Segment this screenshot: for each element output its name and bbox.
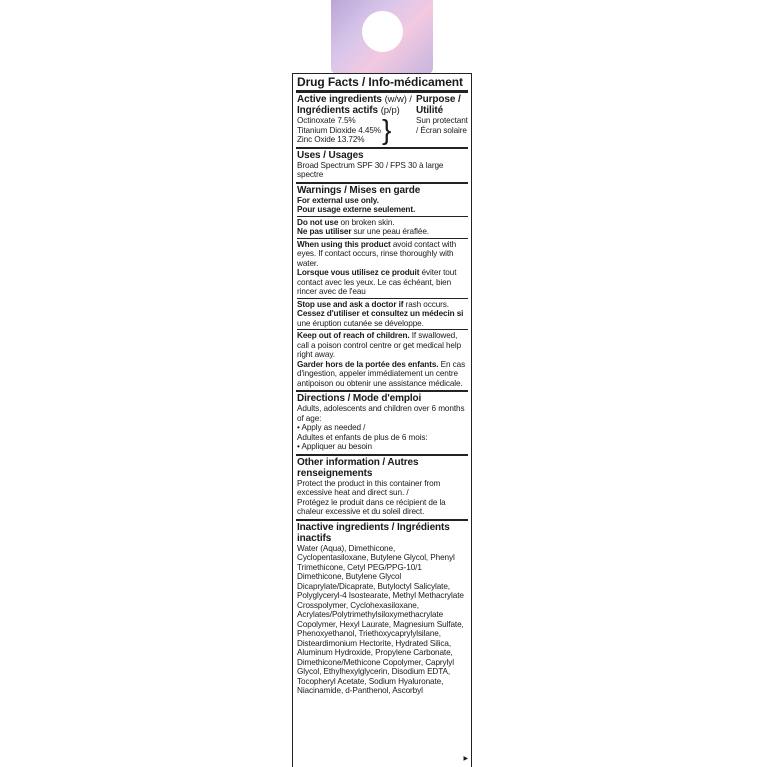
purpose-column — [414, 94, 468, 145]
keep-fr-text: En cas d'ingestion, appeler immédiatement un centre antipoison ou obtenir une assistance médicale. — [297, 359, 466, 388]
active-ingredients-column — [297, 94, 414, 145]
ingredient-zinc-oxide: Zinc Oxide 13.72% — [297, 135, 365, 144]
keep-fr-bold: Garder hors de la portée des enfants. — [297, 359, 439, 369]
donot-en-bold: Do not use — [297, 217, 339, 227]
uses-heading: Uses / Usages — [297, 149, 364, 161]
ingredient-titanium-dioxide: Titanium Dioxide 4.45% — [297, 125, 381, 135]
do-not-use-block — [297, 216, 468, 237]
other-information-section — [296, 456, 468, 521]
active-ingredients-heading — [297, 94, 414, 116]
inactive-ingredients-section — [296, 521, 468, 696]
stop-fr-bold: Cessez d'utiliser et consultez un médecin si — [297, 309, 464, 318]
directions-section — [296, 392, 468, 456]
active-heading-fr: Ingrédients actifs — [297, 105, 378, 116]
warnings-section — [296, 184, 468, 393]
directions-line: • Appliquer au besoin — [297, 442, 372, 451]
active-heading-en: Active ingredients — [297, 94, 382, 105]
other-information-heading: Other information / Autres renseignements — [297, 456, 419, 479]
drug-facts-panel — [292, 73, 472, 767]
external-use-en: For external use only. — [297, 195, 379, 205]
purpose-text: Sun protectant / Écran solaire — [416, 116, 468, 135]
donot-fr-text: sur une peau éraflée. — [351, 227, 429, 236]
warnings-heading: Warnings / Mises en garde — [297, 184, 421, 196]
when-en-bold: When using this product — [297, 239, 391, 249]
stop-en-bold: Stop use and ask a doctor if — [297, 299, 404, 309]
other-information-fr: Protégez le produit dans ce récipient de la chaleur excessive et du soleil direct. — [297, 497, 446, 516]
directions-line: Adultes et enfants de plus de 6 mois: — [297, 432, 428, 442]
active-ingredients-row — [297, 94, 468, 145]
purpose-heading: Purpose / Utilité — [416, 94, 461, 116]
external-use-fr: Pour usage externe seulement. — [297, 205, 416, 214]
active-ingredient-list — [297, 116, 414, 145]
brace-glyph: } — [381, 114, 392, 146]
keep-out-block — [297, 329, 468, 388]
uses-section — [296, 149, 468, 184]
inactive-ingredients-heading: Inactive ingredients / Ingrédients inactifs — [297, 521, 450, 544]
when-fr-bold: Lorsque vous utilisez ce produit — [297, 268, 420, 277]
directions-line: • Apply as needed / — [297, 423, 366, 432]
active-ingredients-section — [296, 93, 468, 149]
donot-en-text: on broken skin. — [338, 217, 395, 227]
when-en-text: avoid contact with eyes. If contact occurs, rinse thoroughly with water. — [297, 239, 457, 268]
other-information-en: Protect the product in this container from excessive heat and direct sun. / — [297, 478, 441, 497]
ingredient-octinoxate: Octinoxate 7.5% — [297, 116, 356, 125]
active-heading-pp: (p/p) — [380, 105, 400, 116]
directions-heading: Directions / Mode d'emploi — [297, 393, 422, 404]
keep-en-text: If swallowed, call a poison control centre or get medical help right away. — [297, 331, 462, 359]
stop-fr-text: une éruption cutanée se développe. — [297, 318, 424, 328]
continue-arrow-icon: ▶ — [463, 755, 468, 762]
inactive-ingredients-text: Water (Aqua), Dimethicone, Cyclopentasiloxane, Butylene Glycol, Phenyl Trimethicone, Cetyl PEG/PPG-10/1 Dimethicone, Butylene Glycol Dicaprylate/Dicaprate, Butyloctyl Salicylate, Polyglyceryl-4 Isostearate, Methyl Methacrylate Crosspolymer, Cyclohexasiloxane, Acrylates/Polytrimethylsiloxymethacrylate Copolymer, Hexyl Laurate, Magnesium Sulfate, Phenoxyethanol, Triethoxycaprylylsilane, Disteardimonium Hectorite, Hydrated Silica, Aluminum Hydroxide, Propylene Carbonate, Dimethicone/Methicone Copolymer, Caprylyl Glycol, Ethylhexylglycerin, Disodium EDTA, Tocopheryl Acetate, Sodium Hyaluronate, Niacinamide, d-Panthenol, Ascorbyl — [297, 543, 464, 695]
when-fr-text: éviter tout contact avec les yeux. Le cas échéant, bien rincer avec de l'eau — [297, 268, 457, 296]
active-heading-ww: (w/w) / — [384, 94, 412, 105]
stop-en-text: rash occurs. — [403, 299, 449, 309]
directions-line: Adults, adolescents and children over 6 months of age: — [297, 404, 465, 423]
when-using-block — [297, 238, 468, 297]
drug-facts-title: Drug Facts / Info-médicament — [296, 74, 468, 93]
donot-fr-bold: Ne pas utiliser — [297, 227, 352, 236]
keep-en-bold: Keep out of reach of children. — [297, 331, 410, 340]
uses-text: Broad Spectrum SPF 30 / FPS 30 à large spectre — [297, 160, 444, 179]
stop-use-block — [297, 298, 468, 329]
hang-hole — [362, 11, 403, 52]
